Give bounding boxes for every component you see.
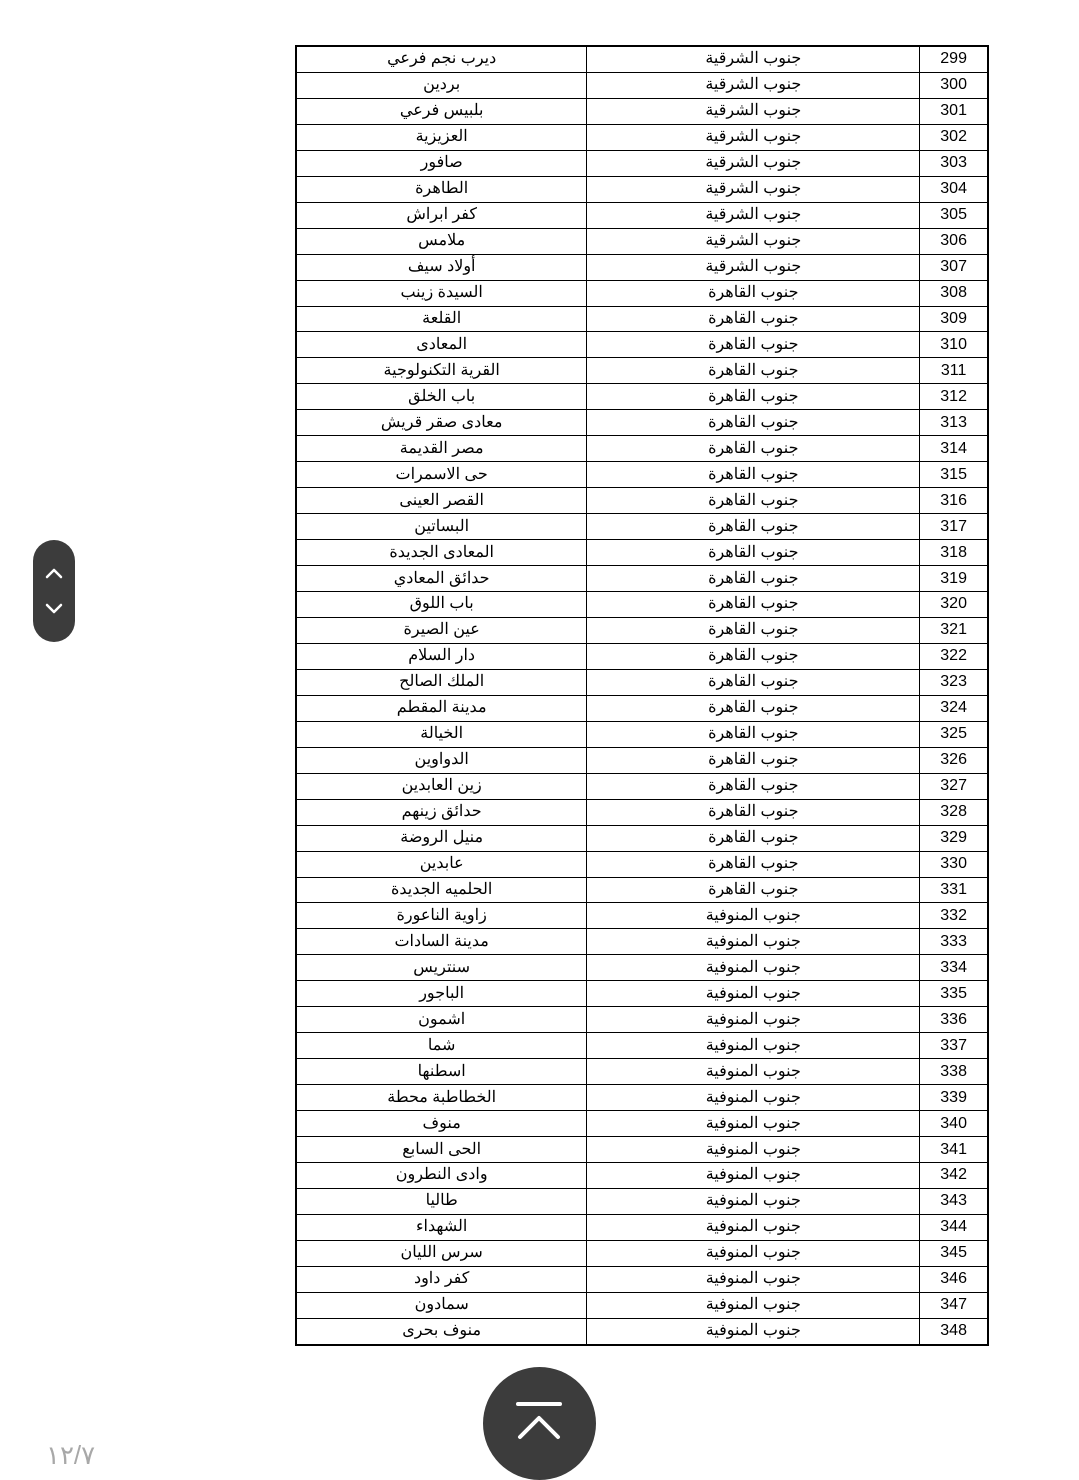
row-number-cell: 301 — [920, 98, 988, 124]
row-number-cell: 343 — [920, 1188, 988, 1214]
offices-table-body — [296, 46, 988, 1345]
table-row — [296, 1214, 988, 1240]
row-number-cell: 303 — [920, 150, 988, 176]
row-number-cell: 316 — [920, 488, 988, 514]
office-name-cell: مدينة المقطم — [296, 695, 587, 721]
table-row — [296, 462, 988, 488]
office-name-cell: الدواوين — [296, 747, 587, 773]
office-name-cell: الشهداء — [296, 1214, 587, 1240]
office-name-cell: الطاهرة — [296, 176, 587, 202]
table-row — [296, 436, 988, 462]
table-row — [296, 1111, 988, 1137]
office-name-cell: القصر العينى — [296, 488, 587, 514]
region-cell: جنوب القاهرة — [587, 592, 920, 618]
row-number-cell: 337 — [920, 1033, 988, 1059]
region-cell: جنوب المنوفية — [587, 1318, 920, 1344]
row-number-cell: 348 — [920, 1318, 988, 1344]
office-name-cell: سنتريس — [296, 955, 587, 981]
table-row — [296, 46, 988, 72]
office-name-cell: مدينة السادات — [296, 929, 587, 955]
table-row — [296, 150, 988, 176]
office-name-cell: كفر ابراش — [296, 202, 587, 228]
region-cell: جنوب القاهرة — [587, 643, 920, 669]
row-number-cell: 339 — [920, 1085, 988, 1111]
table-row — [296, 228, 988, 254]
region-cell: جنوب القاهرة — [587, 488, 920, 514]
office-name-cell: القرية التكنولوجية — [296, 358, 587, 384]
page-indicator: ١٢/٧ — [46, 1440, 96, 1470]
region-cell: جنوب المنوفية — [587, 981, 920, 1007]
office-name-cell: سمادون — [296, 1292, 587, 1318]
table-row — [296, 721, 988, 747]
region-cell: جنوب المنوفية — [587, 1007, 920, 1033]
row-number-cell: 341 — [920, 1137, 988, 1163]
row-number-cell: 347 — [920, 1292, 988, 1318]
row-number-cell: 314 — [920, 436, 988, 462]
region-cell: جنوب المنوفية — [587, 1137, 920, 1163]
chevron-up-icon[interactable] — [43, 562, 65, 584]
table-row — [296, 617, 988, 643]
office-name-cell: دار السلام — [296, 643, 587, 669]
chevron-down-icon[interactable] — [43, 598, 65, 620]
region-cell: جنوب القاهرة — [587, 747, 920, 773]
scroll-to-top-icon — [514, 1401, 564, 1441]
region-cell: جنوب الشرقية — [587, 228, 920, 254]
row-number-cell: 324 — [920, 695, 988, 721]
row-number-cell: 338 — [920, 1059, 988, 1085]
office-name-cell: الحلميه الجديدة — [296, 877, 587, 903]
row-number-cell: 317 — [920, 514, 988, 540]
office-name-cell: الباجور — [296, 981, 587, 1007]
region-cell: جنوب القاهرة — [587, 384, 920, 410]
table-row — [296, 176, 988, 202]
office-name-cell: منوف — [296, 1111, 587, 1137]
table-row — [296, 592, 988, 618]
row-number-cell: 307 — [920, 254, 988, 280]
row-number-cell: 304 — [920, 176, 988, 202]
table-row — [296, 1292, 988, 1318]
table-row — [296, 566, 988, 592]
office-name-cell: اسطنها — [296, 1059, 587, 1085]
region-cell: جنوب القاهرة — [587, 695, 920, 721]
region-cell: جنوب المنوفية — [587, 955, 920, 981]
region-cell: جنوب المنوفية — [587, 1188, 920, 1214]
row-number-cell: 340 — [920, 1111, 988, 1137]
office-name-cell: المعادى الجديدة — [296, 540, 587, 566]
row-number-cell: 333 — [920, 929, 988, 955]
office-name-cell: مصر القديمة — [296, 436, 587, 462]
row-number-cell: 325 — [920, 721, 988, 747]
region-cell: جنوب الشرقية — [587, 72, 920, 98]
row-number-cell: 346 — [920, 1266, 988, 1292]
table-row — [296, 695, 988, 721]
row-number-cell: 299 — [920, 46, 988, 72]
row-number-cell: 310 — [920, 332, 988, 358]
region-cell: جنوب القاهرة — [587, 799, 920, 825]
region-cell: جنوب المنوفية — [587, 1162, 920, 1188]
table-row — [296, 1007, 988, 1033]
row-number-cell: 329 — [920, 825, 988, 851]
row-number-cell: 305 — [920, 202, 988, 228]
region-cell: جنوب الشرقية — [587, 150, 920, 176]
region-cell: جنوب القاهرة — [587, 721, 920, 747]
office-name-cell: حدائق المعادي — [296, 566, 587, 592]
row-number-cell: 332 — [920, 903, 988, 929]
region-cell: جنوب القاهرة — [587, 280, 920, 306]
office-name-cell: البساتين — [296, 514, 587, 540]
office-name-cell: القلعة — [296, 306, 587, 332]
row-number-cell: 313 — [920, 410, 988, 436]
office-name-cell: العزيزية — [296, 124, 587, 150]
office-name-cell: الملك الصالح — [296, 669, 587, 695]
table-row — [296, 280, 988, 306]
table-row — [296, 98, 988, 124]
office-name-cell: الحى السابع — [296, 1137, 587, 1163]
region-cell: جنوب القاهرة — [587, 462, 920, 488]
row-number-cell: 312 — [920, 384, 988, 410]
office-name-cell: كفر داود — [296, 1266, 587, 1292]
region-cell: جنوب القاهرة — [587, 877, 920, 903]
region-cell: جنوب القاهرة — [587, 851, 920, 877]
table-row — [296, 799, 988, 825]
row-number-cell: 334 — [920, 955, 988, 981]
table-row — [296, 1085, 988, 1111]
table-row — [296, 124, 988, 150]
table-row — [296, 514, 988, 540]
region-cell: جنوب المنوفية — [587, 1033, 920, 1059]
table-row — [296, 825, 988, 851]
region-cell: جنوب القاهرة — [587, 566, 920, 592]
region-cell: جنوب المنوفية — [587, 1214, 920, 1240]
region-cell: جنوب الشرقية — [587, 124, 920, 150]
region-cell: جنوب القاهرة — [587, 514, 920, 540]
table-row — [296, 488, 988, 514]
office-name-cell: زاوية الناعورة — [296, 903, 587, 929]
table-row — [296, 643, 988, 669]
office-name-cell: طاليا — [296, 1188, 587, 1214]
table-row — [296, 747, 988, 773]
region-cell: جنوب المنوفية — [587, 1292, 920, 1318]
region-cell: جنوب القاهرة — [587, 436, 920, 462]
table-row — [296, 358, 988, 384]
region-cell: جنوب القاهرة — [587, 306, 920, 332]
region-cell: جنوب الشرقية — [587, 254, 920, 280]
office-name-cell: سرس الليان — [296, 1240, 587, 1266]
table-row — [296, 72, 988, 98]
office-name-cell: منيل الروضة — [296, 825, 587, 851]
table-row — [296, 981, 988, 1007]
table-row — [296, 1162, 988, 1188]
row-number-cell: 308 — [920, 280, 988, 306]
office-name-cell: ديرب نجم فرعي — [296, 46, 587, 72]
region-cell: جنوب المنوفية — [587, 929, 920, 955]
region-cell: جنوب الشرقية — [587, 98, 920, 124]
table-row — [296, 669, 988, 695]
region-cell: جنوب القاهرة — [587, 332, 920, 358]
row-number-cell: 331 — [920, 877, 988, 903]
office-name-cell: أولاد سيف — [296, 254, 587, 280]
row-number-cell: 321 — [920, 617, 988, 643]
office-name-cell: السيدة زينب — [296, 280, 587, 306]
region-cell: جنوب المنوفية — [587, 1085, 920, 1111]
table-row — [296, 1266, 988, 1292]
row-number-cell: 328 — [920, 799, 988, 825]
row-number-cell: 335 — [920, 981, 988, 1007]
region-cell: جنوب المنوفية — [587, 1266, 920, 1292]
office-name-cell: عين الصيرة — [296, 617, 587, 643]
table-row — [296, 903, 988, 929]
table-row — [296, 540, 988, 566]
table-row — [296, 877, 988, 903]
row-number-cell: 323 — [920, 669, 988, 695]
region-cell: جنوب القاهرة — [587, 669, 920, 695]
table-row — [296, 254, 988, 280]
row-number-cell: 322 — [920, 643, 988, 669]
office-name-cell: الخطاطبة محطة — [296, 1085, 587, 1111]
region-cell: جنوب المنوفية — [587, 1240, 920, 1266]
table-row — [296, 773, 988, 799]
table-row — [296, 332, 988, 358]
region-cell: جنوب الشرقية — [587, 202, 920, 228]
row-number-cell: 311 — [920, 358, 988, 384]
scroll-to-top-button[interactable] — [483, 1367, 596, 1480]
row-number-cell: 306 — [920, 228, 988, 254]
office-name-cell: معادى صقر قريش — [296, 410, 587, 436]
table-row — [296, 306, 988, 332]
row-number-cell: 320 — [920, 592, 988, 618]
region-cell: جنوب المنوفية — [587, 903, 920, 929]
row-number-cell: 302 — [920, 124, 988, 150]
row-number-cell: 336 — [920, 1007, 988, 1033]
region-cell: جنوب الشرقية — [587, 176, 920, 202]
row-number-cell: 318 — [920, 540, 988, 566]
row-number-cell: 344 — [920, 1214, 988, 1240]
table-row — [296, 929, 988, 955]
row-number-cell: 330 — [920, 851, 988, 877]
region-cell: جنوب القاهرة — [587, 410, 920, 436]
table-row — [296, 1240, 988, 1266]
table-row — [296, 851, 988, 877]
table-row — [296, 1033, 988, 1059]
region-cell: جنوب الشرقية — [587, 46, 920, 72]
office-name-cell: صافور — [296, 150, 587, 176]
office-name-cell: شما — [296, 1033, 587, 1059]
region-cell: جنوب المنوفية — [587, 1111, 920, 1137]
office-name-cell: منوف بحرى — [296, 1318, 587, 1344]
office-name-cell: باب الخلق — [296, 384, 587, 410]
table-row — [296, 1318, 988, 1344]
row-number-cell: 342 — [920, 1162, 988, 1188]
row-number-cell: 309 — [920, 306, 988, 332]
table-row — [296, 410, 988, 436]
row-number-cell: 326 — [920, 747, 988, 773]
office-name-cell: المعادى — [296, 332, 587, 358]
office-name-cell: اشمون — [296, 1007, 587, 1033]
region-cell: جنوب القاهرة — [587, 358, 920, 384]
table-row — [296, 955, 988, 981]
table-row — [296, 202, 988, 228]
row-number-cell: 319 — [920, 566, 988, 592]
region-cell: جنوب القاهرة — [587, 540, 920, 566]
table-row — [296, 384, 988, 410]
region-cell: جنوب المنوفية — [587, 1059, 920, 1085]
office-name-cell: عابدين — [296, 851, 587, 877]
table-row — [296, 1137, 988, 1163]
region-cell: جنوب القاهرة — [587, 773, 920, 799]
row-number-cell: 327 — [920, 773, 988, 799]
office-name-cell: ملامس — [296, 228, 587, 254]
office-name-cell: حدائق زينهم — [296, 799, 587, 825]
office-name-cell: زين العابدين — [296, 773, 587, 799]
region-cell: جنوب القاهرة — [587, 825, 920, 851]
office-name-cell: باب اللوق — [296, 592, 587, 618]
office-name-cell: بلبيس فرعي — [296, 98, 587, 124]
table-row — [296, 1059, 988, 1085]
row-number-cell: 345 — [920, 1240, 988, 1266]
row-number-cell: 300 — [920, 72, 988, 98]
offices-table — [295, 45, 989, 1346]
table-row — [296, 1188, 988, 1214]
row-number-cell: 315 — [920, 462, 988, 488]
region-cell: جنوب القاهرة — [587, 617, 920, 643]
office-name-cell: بردين — [296, 72, 587, 98]
page-nav-control — [33, 540, 75, 642]
office-name-cell: وادى النطرون — [296, 1162, 587, 1188]
office-name-cell: حى الاسمرات — [296, 462, 587, 488]
office-name-cell: الخيالة — [296, 721, 587, 747]
